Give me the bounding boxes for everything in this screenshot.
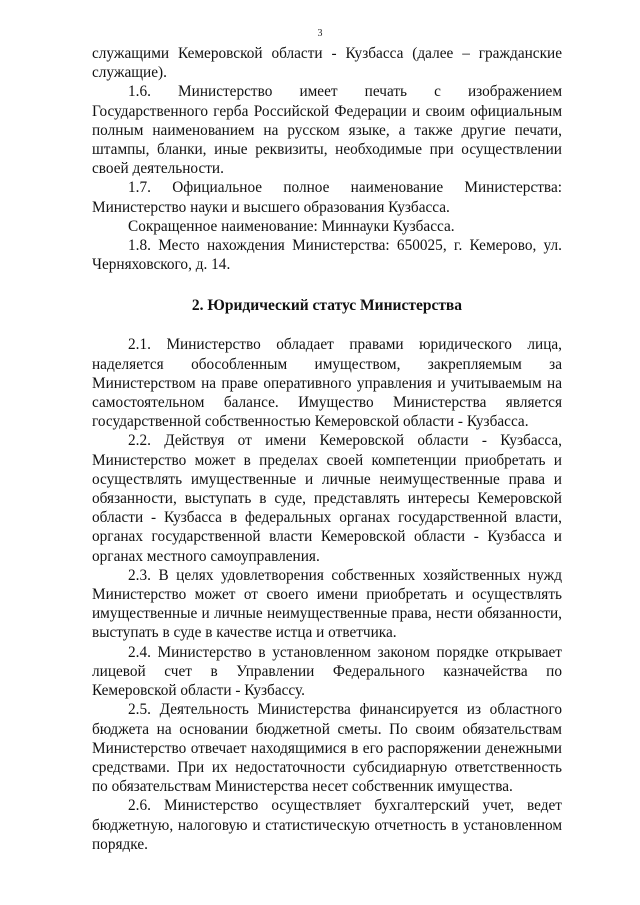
paragraph-1-6: 1.6. Министерство имеет печать с изображением Государственного герба Российской Федерации и своим официальным полным наименованием на русском языке, а также другие печати, штампы, бланки, иные реквизиты, необходимые при осуществлении своей деятельности. <box>92 83 562 178</box>
paragraph-2-3: 2.3. В целях удовлетворения собственных хозяйственных нужд Министерство может от своего имени приобретать и осуществлять имущественные и личные неимущественные права, нести обязанности, выступать в суде в качестве истца и ответчика. <box>92 566 562 642</box>
page-number: 3 <box>317 28 323 39</box>
paragraph-1-8: 1.8. Место нахождения Министерства: 650025, г. Кемерово, ул. Черняховского, д. 14. <box>92 237 562 274</box>
paragraph-short-name: Сокращенное наименование: Миннауки Кузбасса. <box>128 217 455 235</box>
paragraph-continuation: служащими Кемеровской области - Кузбасса (далее – гражданские служащие). <box>92 45 562 82</box>
paragraph-2-5: 2.5. Деятельность Министерства финансируется из областного бюджета на основании бюджетной сметы. По своим обязательствам Министерство отвечает находящимися в его распоряжении денежными средствами. При их недостаточности субсидиарную ответственность по обязательствам Министерства несет собственник имущества. <box>92 701 562 796</box>
section-heading: 2. Юридический статус Министерства <box>191 297 463 315</box>
paragraph-1-7: 1.7. Официальное полное наименование Министерства: Министерство науки и высшего образования Кузбасса. <box>92 179 562 216</box>
document-body <box>92 44 562 854</box>
paragraph-2-4: 2.4. Министерство в установленном законом порядке открывает лицевой счет в Управлении Федерального казначейства по Кемеровской области - Кузбассу. <box>92 643 562 700</box>
paragraph-2-2: 2.2. Действуя от имени Кемеровской области - Кузбасса, Министерство может в пределах своей компетенции приобретать и осуществлять имущественные и личные неимущественные права и обязанности, выступать в суде, представлять интересы Кемеровской области - Кузбасса в федеральных органах государственной власти, органах государственной власти Кемеровской области - Кузбасса и органах местного самоуправления. <box>92 432 562 565</box>
document-page <box>92 28 562 854</box>
paragraph-2-1: 2.1. Министерство обладает правами юридического лица, наделяется обособленным имуществом, закрепляемым за Министерством на праве оперативного управления и учитываемым на самостоятельном балансе. Имущество Министерства является государственной собственностью Кемеровской области - Кузбасса. <box>92 336 562 431</box>
paragraph-2-6: 2.6. Министерство осуществляет бухгалтерский учет, ведет бюджетную, налоговую и статистическую отчетность в установленном порядке. <box>92 797 562 853</box>
